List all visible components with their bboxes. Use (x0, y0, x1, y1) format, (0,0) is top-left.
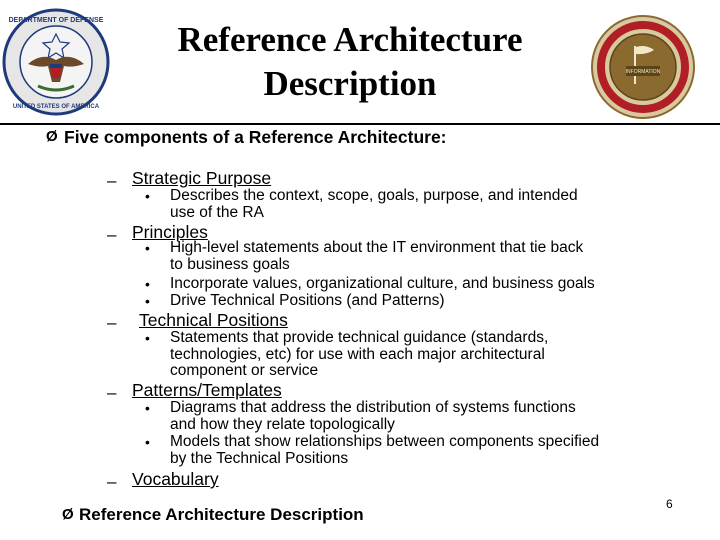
point-patterns-2: Models that show relationships between components specified by the Technical Positions (170, 433, 600, 467)
section-heading-strategic-purpose: Strategic Purpose (132, 168, 272, 188)
dash-bullet-icon: – (107, 472, 117, 491)
point-strategic-purpose-1: Describes the context, scope, goals, purpose, and intended use of the RA (170, 187, 578, 221)
point-principles-1: High-level statements about the IT environment that tie back to business goals (170, 239, 584, 273)
arrow-bullet-icon: Ø (62, 506, 74, 523)
dod-cio-seal (590, 14, 696, 120)
dot-bullet-icon: • (145, 293, 150, 309)
title-divider (0, 123, 720, 125)
point-technical-positions-1: Statements that provide technical guidance (standards, technologies, etc) for use with each major architectural component or service (170, 329, 549, 379)
seal-text-top: DEPARTMENT OF DEFENSE (8, 17, 104, 24)
dot-bullet-icon: • (145, 240, 150, 256)
department-of-defense-seal (2, 8, 110, 116)
arrow-bullet-icon: Ø (46, 128, 58, 145)
dot-bullet-icon: • (145, 400, 150, 416)
dot-bullet-icon: • (145, 330, 150, 346)
main-bullet-text: Five components of a Reference Architecture: (64, 127, 447, 147)
main-bullet-text: Reference Architecture Description (79, 505, 364, 524)
title-line-2: Description (263, 64, 437, 103)
page-number: 6 (666, 497, 673, 511)
section-heading-vocabulary: Vocabulary (132, 469, 219, 489)
dot-bullet-icon: • (145, 276, 150, 292)
dot-bullet-icon: • (145, 434, 150, 450)
point-patterns-1: Diagrams that address the distribution of systems functions and how they relate topologically (170, 399, 576, 433)
section-heading-principles: Principles (132, 222, 208, 242)
seal-text: INFORMATION (625, 69, 661, 75)
title-line-1: Reference Architecture (177, 20, 523, 59)
dot-bullet-icon: • (145, 188, 150, 204)
point-principles-3: Drive Technical Positions (and Patterns) (170, 292, 445, 309)
main-bullet-closing (62, 505, 364, 525)
dash-bullet-icon: – (107, 171, 117, 190)
main-bullet-intro (46, 127, 447, 147)
dash-bullet-icon: – (107, 383, 117, 402)
seal-text-bottom: UNITED STATES OF AMERICA (12, 104, 100, 110)
slide-title (150, 18, 550, 106)
point-principles-2: Incorporate values, organizational culture, and business goals (170, 275, 595, 292)
dash-bullet-icon: – (107, 313, 117, 332)
section-heading-patterns-templates: Patterns/Templates (132, 380, 282, 400)
dash-bullet-icon: – (107, 225, 117, 244)
section-heading-technical-positions: Technical Positions (139, 310, 288, 330)
